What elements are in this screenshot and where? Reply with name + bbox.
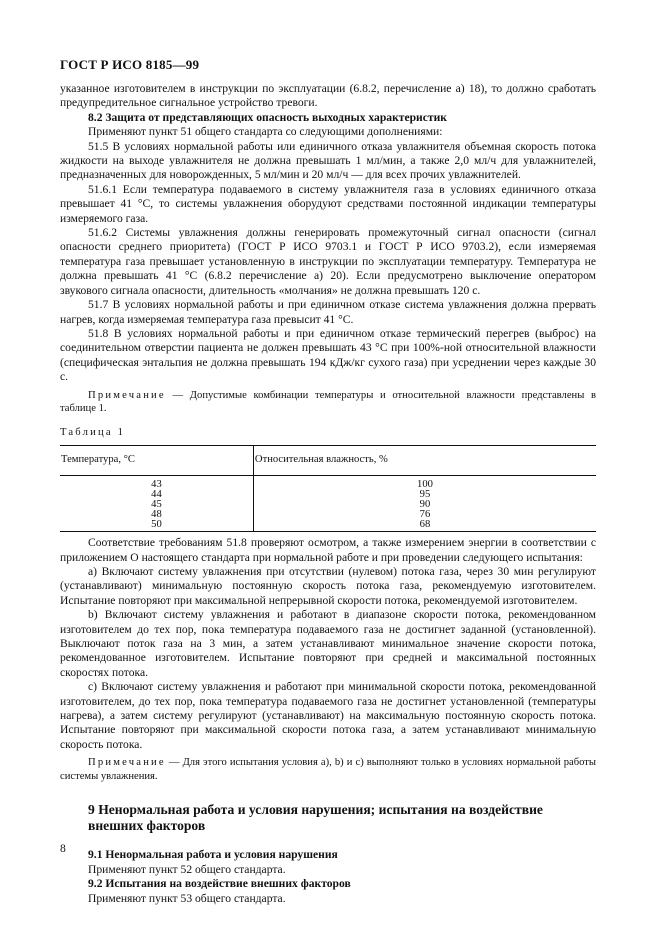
table-row [60,490,596,500]
table-row [60,520,596,532]
paragraph-applies-51: Применяют пункт 51 общего стандарта со следующими дополнениями: [88,125,443,139]
paragraph-test-b: b) Включают систему увлажнения и работают в диапазоне скорости потока, рекомендованном изготовителем до тех пор, пока температура подаваемого газа не достигнет заданной (установленной). Выключают поток газа на 3 мин, а затем устанавливают минимальное значение скорости потока, рекомендованное изготовителем. Испытание повторяют при средней и максимальной постоянных скоростях потока. [60,608,596,679]
table-cell-humidity: 76 [253,510,596,520]
document-body [60,82,596,906]
note-2-text: — Для этого испытания условия a), b) и c) выполняют только в условиях нормальной работы системы увлажнения. [60,757,596,782]
table-cell-temperature: 50 [60,520,253,532]
table-caption: Таблица 1 [60,426,126,438]
note-2-label: Примечание [88,757,166,769]
paragraph-compliance: Соответствие требованиям 51.8 проверяют осмотром, а также измерением энергии в соответствии с приложением О настоящего стандарта при нормальной работе и при проведении следующего испытания: [60,536,596,564]
table-row [60,510,596,520]
paragraph-test-a: a) Включают систему увлажнения при отсутствии (нулевом) потока газа, через 30 мин регулируют (устанавливают) минимальную постоянную скорость потока газа, рекомендуемую изготовителем. Испытание повторяют при максимальной непрерывной скорости потока, рекомендуемой изготовителем. [60,564,596,607]
table-cell-temperature: 48 [151,509,162,521]
standard-header: ГОСТ Р ИСО 8185—99 [60,57,200,72]
section-9-title: 9 Ненормальная работа и условия нарушения; испытания на воздействие внешних факторов [88,802,543,833]
paragraph-continued: указанное изготовителем в инструкции по эксплуатации (6.8.2, перечисление а) 18), то должно сработать предупредительное сигнальное устройство тревоги. [60,82,596,110]
heading-9-2: 9.2 Испытания на воздействие внешних факторов [88,877,351,891]
note-2 [60,756,596,783]
paragraph-9-2: Применяют пункт 53 общего стандарта. [88,891,286,905]
paragraph-51-6-1: 51.6.1 Если температура подаваемого в систему увлажнителя газа в условиях единичного отказа превышает 41 °С, то системы увлажнения оборудуют средствами постоянной индикации температуры измеряемого газа. [60,182,596,225]
paragraph-51-6-2: 51.6.2 Системы увлажнения должны генерировать промежуточный сигнал опасности (сигнал опасности среднего приоритета) (ГОСТ Р ИСО 9703.1 и ГОСТ Р ИСО 9703.2), если измеряемая температура газа превышает установленную в инструкции по эксплуатации температуру. Температура не должна превышать 41 °С (6.8.2 перечисление а) 20). Если предусмотрено выключение оператором звукового сигнала опасности, длительность «молчания» не должна превышать 120 с. [60,226,596,297]
table-cell-temperature: 43 [151,479,162,491]
paragraph-51-8: 51.8 В условиях нормальной работы и при единичном отказе термический перегрев (выброс) на соединительном отверстии пациента не должен превышать 43 °С при 100%-ной относительной влажности (специфическая энтальпия не должна превышать 194 кДж/кг сухого газа) при усреднении через каждые 30 с. [60,326,596,384]
paragraph-9-1: Применяют пункт 52 общего стандарта. [88,862,286,876]
table-header-row [60,446,596,476]
heading-8-2: 8.2 Защита от представляющих опасность выходных характеристик [88,110,447,124]
page-number: 8 [60,842,66,855]
table-cell-humidity: 90 [253,500,596,510]
table-row [60,476,596,491]
paragraph-51-7: 51.7 В условиях нормальной работы и при единичном отказе система увлажнения должна прервать нагрев, когда измеряемая температура газа превысит 41 °С. [60,298,596,326]
table-header-temperature: Температура, °С [60,446,253,476]
table-1 [60,445,596,532]
note-1-label: Примечание [88,389,166,401]
note-1-text: — Допустимые комбинации температуры и относительной влажности представлены в таблице 1. [60,389,596,415]
table-cell-humidity: 68 [253,520,596,532]
table-row [60,500,596,510]
paragraph-test-c: c) Включают систему увлажнения и работают при минимальной скорости потока, рекомендованной изготовителем, до тех пор, пока температура подаваемого газа не достигнет установленной (температуры нагрева), а затем систему регулируют (устанавливают) на максимальную постоянную скорость потока. Испытание повторяют при максимальной скорости потока газа, а затем устанавливают минимальную скорость потока. [60,680,596,751]
table-cell-humidity: 95 [253,490,596,500]
paragraph-51-5: 51.5 В условиях нормальной работы или единичного отказа увлажнителя объемная скорость потока жидкости на выходе увлажнителя не должна превышать 1 мл/мин, а также 2,0 мл/ч для увлажнителей, предназначенных для новорожденных, 5 мл/мин и 20 мл/ч — для всех прочих увлажнителей. [60,139,596,182]
note-1 [60,389,596,416]
table-header-humidity: Относительная влажность, % [253,446,596,476]
table-cell-humidity: 100 [253,476,596,491]
heading-9-1: 9.1 Ненормальная работа и условия нарушения [88,848,338,862]
table-cell-temperature: 45 [151,499,162,511]
table-cell-temperature: 44 [151,489,162,501]
